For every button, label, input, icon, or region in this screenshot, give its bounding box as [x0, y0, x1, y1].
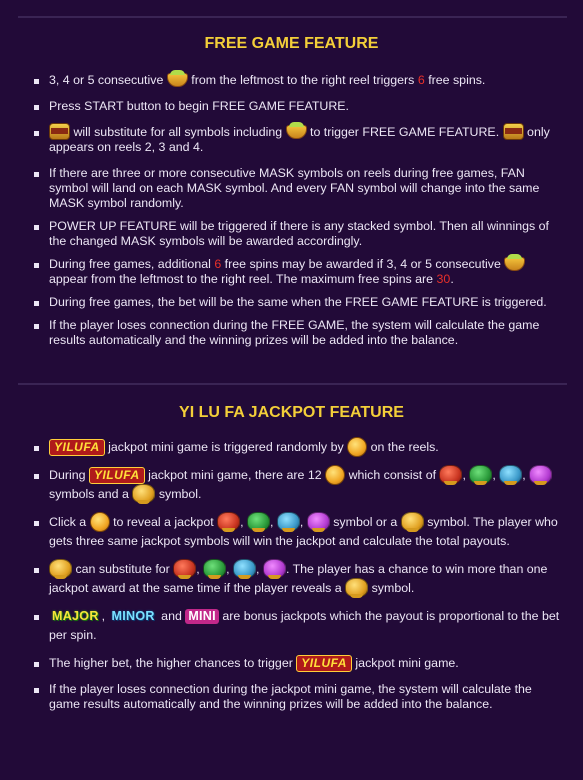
list-item: The higher bet, the higher chances to trigger YILUFA jackpot mini game. [34, 654, 562, 673]
mini-jackpot-label: MINI [185, 609, 219, 624]
free-game-feature-list [34, 73, 562, 348]
green-jackpot-icon [203, 559, 226, 578]
list-item: POWER UP FEATURE will be triggered if there is any stacked symbol. Then all winnings of the changed MASK symbols will be awarded accordingly. [34, 219, 562, 249]
free-spins-count: 6 [417, 73, 425, 87]
yilufa-logo: YILUFA [296, 655, 352, 672]
list-item: During free games, additional 6 free spins may be awarded if 3, 4 or 5 consecutive appear from the leftmost to the right reel. The maximum free spins are 30. [34, 257, 562, 287]
list-item: 3, 4 or 5 consecutive from the leftmost to the right reel triggers 6 free spins. [34, 73, 562, 88]
list-item: Click a to reveal a jackpot , , , symbol or a symbol. The player who gets three same jackpot symbols will win the jackpot and calculate the total payouts. [34, 513, 562, 551]
yilufa-logo: YILUFA [49, 439, 105, 456]
gold-coin-icon [325, 465, 345, 485]
major-jackpot-label: MAJOR [52, 609, 99, 624]
scatter-bowl-icon [504, 257, 525, 271]
scatter-bowl-icon [167, 73, 188, 87]
gold-jackpot-icon [132, 484, 155, 503]
red-jackpot-icon [439, 465, 462, 484]
purple-jackpot-icon [307, 512, 330, 531]
list-item: can substitute for , , , . The player has a chance to win more than one jackpot award at the same time if the player reveals a symbol. [34, 560, 562, 598]
top-divider [18, 16, 567, 18]
free-game-feature-title: FREE GAME FEATURE [204, 35, 379, 52]
red-jackpot-icon [173, 559, 196, 578]
wild-icon [503, 123, 524, 140]
wild-icon [49, 123, 70, 140]
list-item: will substitute for all symbols including to trigger FREE GAME FEATURE. only appears on reels 2, 3 and 4. [34, 125, 562, 155]
list-item: Press START button to begin FREE GAME FEATURE. [34, 99, 562, 114]
green-jackpot-icon [247, 512, 270, 531]
blue-jackpot-icon [277, 512, 300, 531]
purple-jackpot-icon [529, 465, 552, 484]
gold-jackpot-icon [345, 578, 368, 597]
scatter-bowl-icon [286, 125, 307, 139]
gold-coin-icon [347, 437, 367, 457]
red-jackpot-icon [217, 512, 240, 531]
middle-divider [18, 383, 567, 385]
gold-jackpot-icon [401, 512, 424, 531]
list-item: If the player loses connection during the FREE GAME, the system will calculate the game results automatically and the winning prizes will be added into the balance. [34, 318, 562, 348]
list-item: YILUFA jackpot mini game is triggered randomly by on the reels. [34, 438, 562, 457]
max-free-spins: 30 [436, 272, 451, 286]
additional-spins-count: 6 [214, 257, 222, 271]
purple-jackpot-icon [263, 559, 286, 578]
yilufa-logo: YILUFA [89, 467, 145, 484]
list-item: MAJOR , MINOR and MINI are bonus jackpots which the payout is proportional to the bet per spin. [34, 607, 562, 645]
jackpot-feature-title: YI LU FA JACKPOT FEATURE [179, 404, 404, 421]
gold-coin-icon [90, 512, 110, 532]
list-item: If the player loses connection during the jackpot mini game, the system will calculate the game results automatically and the winning prizes will be added into the balance. [34, 682, 562, 712]
blue-jackpot-icon [233, 559, 256, 578]
list-item: If there are three or more consecutive MASK symbols on reels during free games, FAN symbol will land on each MASK symbol. And every FAN symbol will change into the same MASK symbol randomly. [34, 166, 562, 211]
blue-jackpot-icon [499, 465, 522, 484]
minor-jackpot-label: MINOR [111, 609, 155, 624]
gold-jackpot-icon [49, 559, 72, 578]
green-jackpot-icon [469, 465, 492, 484]
list-item: During free games, the bet will be the same when the FREE GAME FEATURE is triggered. [34, 295, 562, 310]
list-item: During YILUFA jackpot mini game, there are 12 which consist of , , , symbols and a symbol. [34, 466, 562, 504]
jackpot-feature-list [34, 438, 562, 712]
